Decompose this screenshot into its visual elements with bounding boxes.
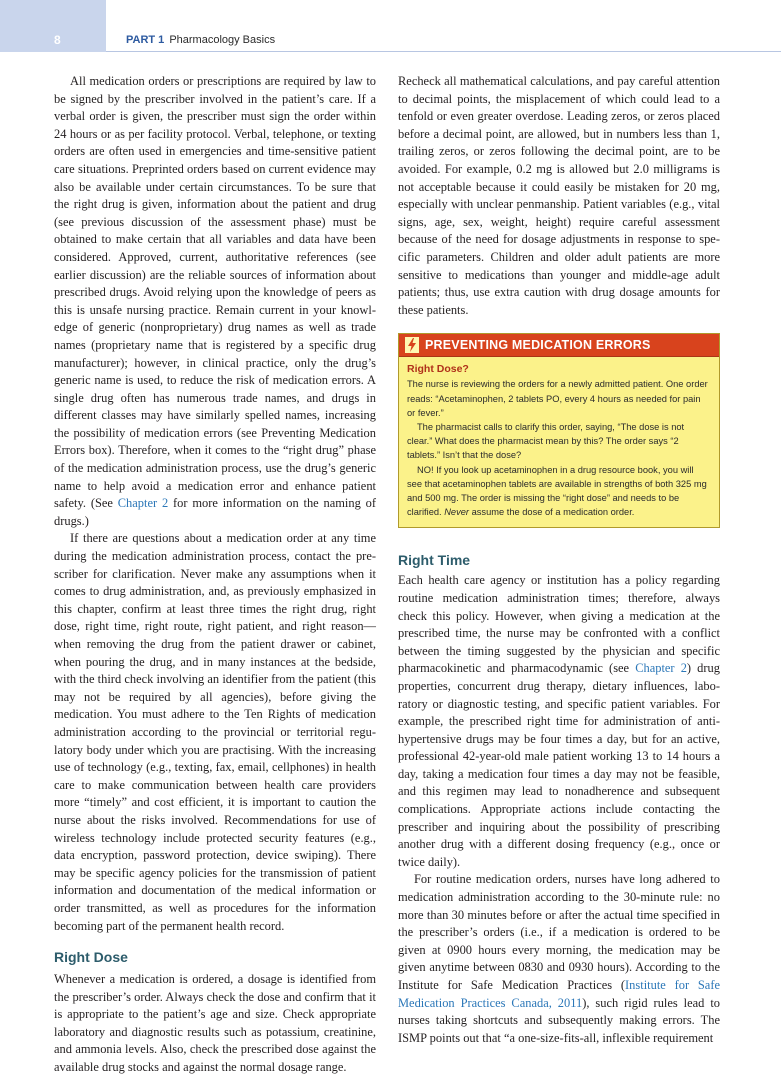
- lightning-bolt-icon: [405, 337, 419, 353]
- running-header: [126, 34, 275, 46]
- page-number: 8: [54, 33, 61, 47]
- paragraph: Each health care agency or institution has a policy regarding routine medication administration times; therefore, always check this policy. However, when giving a medication at the prescribed time, the nurse may be confronted with a conflict between the timing suggested by the physician and specific pharmacokinetic and pharmacodynamic (see Chapter 2) drug properties, concurrent drug therapy, dietary influences, laboratory or diagnostic testing, and specific patient variables. For example, the prescribed right time for administration of antihypertensive drugs may be four times a day, but for an active, professional 42-year-old male patient working 13 to 14 hours a day, taking a medication four times a day may not be feasible, and this regimen may lead to nonadherence and subsequent complications. Appropriate actions include contacting the prescriber and inquiring about the possibility of prescribing another drug with a different dosing frequency (e.g., once or twice daily).: [398, 573, 720, 869]
- emphasis: Never: [444, 507, 470, 518]
- paragraph: Whenever a medication is ordered, a dosage is identified from the prescriber’s order. Always check the dose and confirm that it is appropriate to the patient’s age and size. Check appropriate laboratory and diagnostic results such as potassium, creatinine, and ammonia levels. Also, check the prescribed dose against the available drug stocks and against the normal dosage range.: [54, 972, 376, 1075]
- preventing-medication-errors-box: [398, 333, 720, 528]
- box-paragraph: NO! If you look up acetaminophen in a drug resource book, you will see that acetaminophen tablets are available in strengths of both 325 mg and 500 mg. The order is missing the “right dose” and needs to be clarified. Never assume the dose of a medication order.: [407, 464, 707, 518]
- reference-link[interactable]: Institute for Safe Medication Practices Canada, 2011: [398, 978, 720, 1010]
- right-dose-heading: Right Dose: [54, 949, 128, 966]
- paragraph: All medication orders or prescriptions are required by law to be signed by the prescriber involved in the patient’s care. If a verbal order is given, the prescriber must sign the order within 24 hours or as per facility protocol. Verbal, telephone, or texting orders are often used in emergencies and time-sensitive patient care situations. Preprinted orders based on current evidence may also be available under certain circumstances. To be sure that the right drug is given, information about the patient and drug (see previous discussion of the assessment phase) must be obtained to make certain that all variables and data have been considered. Approved, current, authoritative references (see earlier discussion) are the reliable sources of information about prescribed drugs. Avoid relying upon the knowledge of peers as this is unsafe nursing practice. Remain current in your knowledge of generic (nonproprietary) drug names as well as trade names (proprietary name that is registered by a specific drug manufacturer); however, in clinical practice, only the drug’s generic name is used, to reduce the risk of medication errors. A single drug often has numerous trade names, and drugs in different classes may have similarly spelled names, increasing the possibility of medication errors (see Preventing Medication Errors box). Therefore, when it comes to the “right drug” phase of the medication administration process, use the drug’s generic name to help avoid a medication error and enhance patient safety. (See Chapter 2 for more information on the naming of drugs.): [54, 74, 377, 528]
- paragraph: For routine medication orders, nurses have long adhered to medication administration according to the 30-minute rule: no more than 30 minutes before or after the actual time specified in the prescriber’s orders (i.e., if a medication is ordered to be given at 0900 hours every morning, the medication may be given anytime between 0830 and 0930 hours). According to the Institute for Safe Medication Practices (Institute for Safe Medication Practices Canada, 2011), such rigid rules lead to nurses taking shortcuts and subsequently making errors. The ISMP points out that “a one-size-fits-all, inflexible requirement: [398, 872, 720, 1045]
- chapter-link[interactable]: Chapter 2: [117, 496, 169, 511]
- left-column: [54, 73, 376, 1077]
- part-title: Pharmacology Basics: [169, 34, 276, 46]
- header-rule: [106, 51, 781, 52]
- chapter-link[interactable]: Chapter 2: [635, 661, 687, 676]
- paragraph: If there are questions about a medication order at any time during the medication administration process, contact the prescriber for clarification. Never make any assumptions when it comes to drug administration, and, as previously emphasized in this chapter, confirm at least three times the right drug, right dose, right time, right route, right patient, and right reason—when removing the drug from the patient drawer or cabinet, when pouring the drug, and in many instances at the bedside, with the third check involving an identifier from the patient (this may not be required by all agencies), before giving the medication. You must adhere to the Ten Rights of medication administration according to the provincial or territorial regulatory body under which you are practising. With the increasing use of technology (e.g., texting, fax, email, cellphones) in health care to make communication between health care providers more “timely” and cost efficient, it is important to caution the nurse about the risks involved. Recommendations for use of wireless technology include protected security features (e.g., data encryption, password protection, device swiping). There may be specific agency policies for the transmission of patient information and documentation of the medical information or order transmitted, as well as procedures for the information becoming part of the permanent health record.: [54, 531, 376, 933]
- right-time-heading: Right Time: [398, 552, 471, 569]
- box-title: PREVENTING MEDICATION ERRORS: [425, 338, 651, 353]
- header-tab: [0, 0, 106, 52]
- part-label: PART 1: [126, 34, 165, 46]
- box-body: [399, 357, 719, 527]
- box-paragraph: The pharmacist calls to clarify this order, saying, “The dose is not clear.” What does the pharmacist mean by this? The order says “2 tablets.” Isn’t that the dose?: [407, 421, 685, 461]
- box-header: [399, 334, 719, 357]
- paragraph: Recheck all mathematical calculations, and pay careful attention to decimal points, the misplacement of which could lead to a tenfold or even greater overdose. Leading zeros, or zeros placed before a decimal point, are allowed, but in numbers less than 1, trailing zeros, or zeros following the decimal point, are to be avoided. For example, 0.2 mg is allowed but 2.0 milligrams is not acceptable because it could easily be mistaken for 20 mg, especially with unclear penmanship. Patient variables (e.g., vital signs, age, sex, weight, height) require careful assessment because of the need for dosage adjustments in response to specific parameters. Children and older adult patients are more sensitive to medications than younger and middle-age adult patients; thus, use extra caution with drug dosage amounts for these patients.: [398, 74, 720, 317]
- right-column: [398, 73, 720, 1047]
- box-paragraph: The nurse is reviewing the orders for a newly admitted patient. One order reads: “Acetaminophen, 2 tablets PO, every 4 hours as needed for pain or fever.”: [407, 379, 708, 418]
- box-subtitle: Right Dose?: [407, 363, 469, 376]
